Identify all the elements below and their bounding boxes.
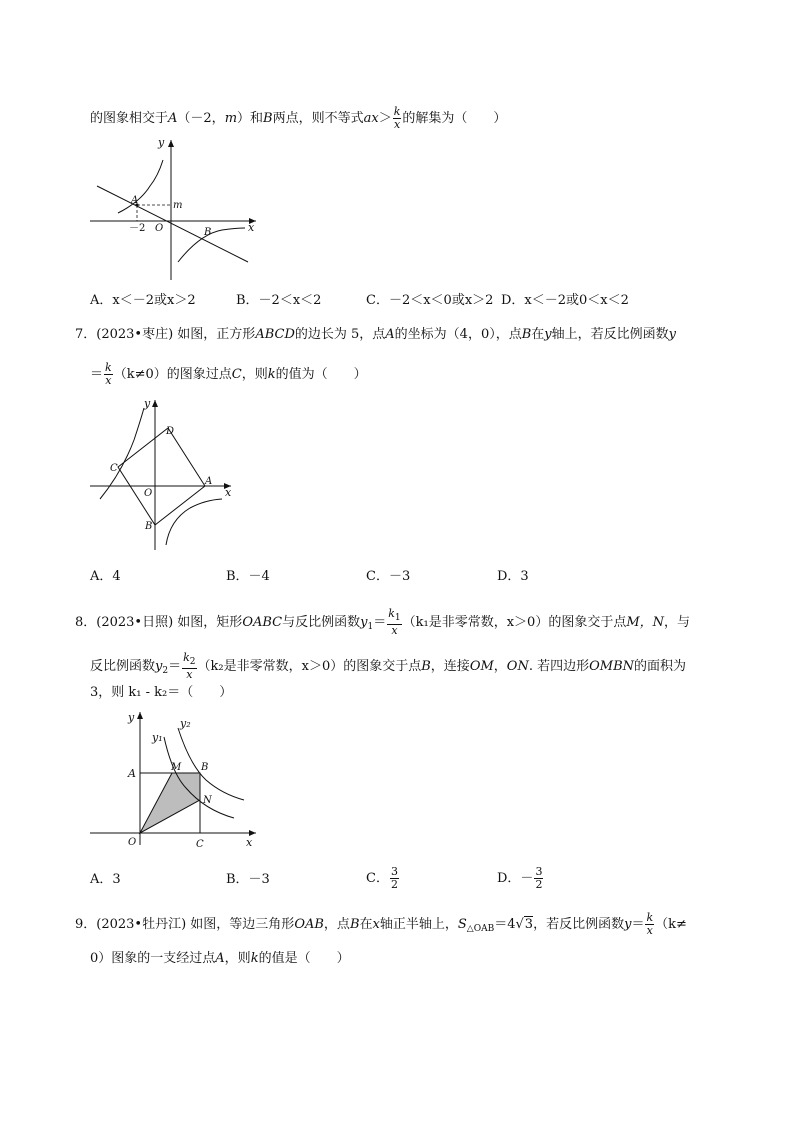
fig8-B-label: B [201, 762, 209, 773]
q8-option-c[interactable]: C． $\frac{3}{2}$ [366, 865, 398, 891]
q7-option-a[interactable]: A．4 [90, 569, 121, 584]
q9-stem-line1: 9．(2023•牡丹江) 如图，等边三角形OAB，点B在x轴正半轴上，$S_{\triangle OAB}=4√3$，若反比例函数y＝ $\frac{k}{x}$ （k≠ [75, 911, 687, 937]
fig6-m-label: m [173, 200, 183, 211]
fig6-y-label: y [158, 136, 165, 149]
q7-option-d[interactable]: D．3 [497, 569, 529, 584]
fig6-O-label: O [155, 223, 164, 234]
q6-stem: 的图象相交于A（－2，m）和B两点，则不等式ax＞ $\frac{k}{x}$ 的解集为（ ） [90, 105, 507, 131]
q7-stem-line2: ＝ $\frac{k}{x}$ （k≠0）的图象过点C，则k的值为（ ） [90, 361, 367, 387]
fig8-A-label: A [128, 767, 136, 780]
q7-stem-line1: 7．(2023•枣庄) 如图，正方形ABCD的边长为 5，点A的坐标为（4，0），点B在y轴上，若反比例函数y [75, 327, 677, 342]
fig8-N-label: N [203, 795, 212, 806]
q8-option-d[interactable]: D．－ $\frac{3}{2}$ [497, 865, 543, 891]
q8-stem-line1: 8．(2023•日照) 如图，矩形OABC与反比例函数$y_1=$ $\frac{k_1}{x}$ （k₁是非零常数，x＞0）的图象交于点M，N，与 [75, 607, 691, 637]
fig8-O-label: O [128, 837, 137, 848]
fig8-x-label: x [246, 836, 253, 849]
q8-options [90, 866, 710, 896]
k1-over-x-fraction: $\frac{k_1}{x}$ [388, 607, 401, 637]
fig8-y2-label: y₂ [180, 717, 191, 730]
q8-option-a[interactable]: A．3 [90, 872, 121, 887]
k-over-x-fraction: $\frac{k}{x}$ [393, 105, 401, 131]
fig7-A-label: A [205, 476, 213, 487]
fig7-x-label: x [225, 486, 232, 499]
fig6-neg2-label: －2 [129, 223, 146, 234]
k2-over-x-fraction: $\frac{k_2}{x}$ [183, 651, 196, 681]
q7-option-b[interactable]: B．－4 [226, 569, 270, 584]
q6-option-b[interactable]: B．－2＜x＜2 [236, 293, 322, 308]
fig7-y-label: y [144, 397, 151, 410]
q7-option-c[interactable]: C．－3 [366, 569, 411, 584]
q6-option-c[interactable]: C．－2＜x＜0或x＞2 [366, 293, 494, 308]
q6-option-d[interactable]: D．x＜－2或0＜x＜2 [501, 293, 629, 308]
fig8-M-label: M [171, 762, 182, 773]
q8-stem-line3: 3，则 k₁ - k₂＝（ ） [90, 685, 233, 700]
fig8-C-label: C [196, 839, 204, 850]
fig7-B-label: B [145, 521, 153, 532]
k-over-x-fraction: $\frac{k}{x}$ [105, 361, 112, 387]
q9-stem-line2: 0）图象的一支经过点A，则k的值是（ ） [90, 951, 350, 966]
fig7-C-label: C [110, 463, 118, 474]
k-over-x-fraction: $\frac{k}{x}$ [646, 911, 654, 937]
fig6-x-label: x [248, 221, 255, 234]
q8-option-b[interactable]: B．－3 [226, 872, 270, 887]
fig7-D-label: D [166, 426, 175, 437]
fig6-B-label: B [204, 227, 212, 238]
fig6-A-label: A [131, 195, 139, 206]
q6-option-a[interactable]: A．x＜－2或x＞2 [90, 293, 196, 308]
fig7-O-label: O [144, 488, 153, 499]
q8-stem-line2: 反比例函数$y_2=$ $\frac{k_2}{x}$ （k₂是非零常数，x＞0）的图象交于点B，连接OM，ON. 若四边形OMBN的面积为 [90, 651, 687, 681]
fig8-y-label: y [128, 711, 135, 724]
fig8-y1-label: y₁ [152, 731, 163, 744]
